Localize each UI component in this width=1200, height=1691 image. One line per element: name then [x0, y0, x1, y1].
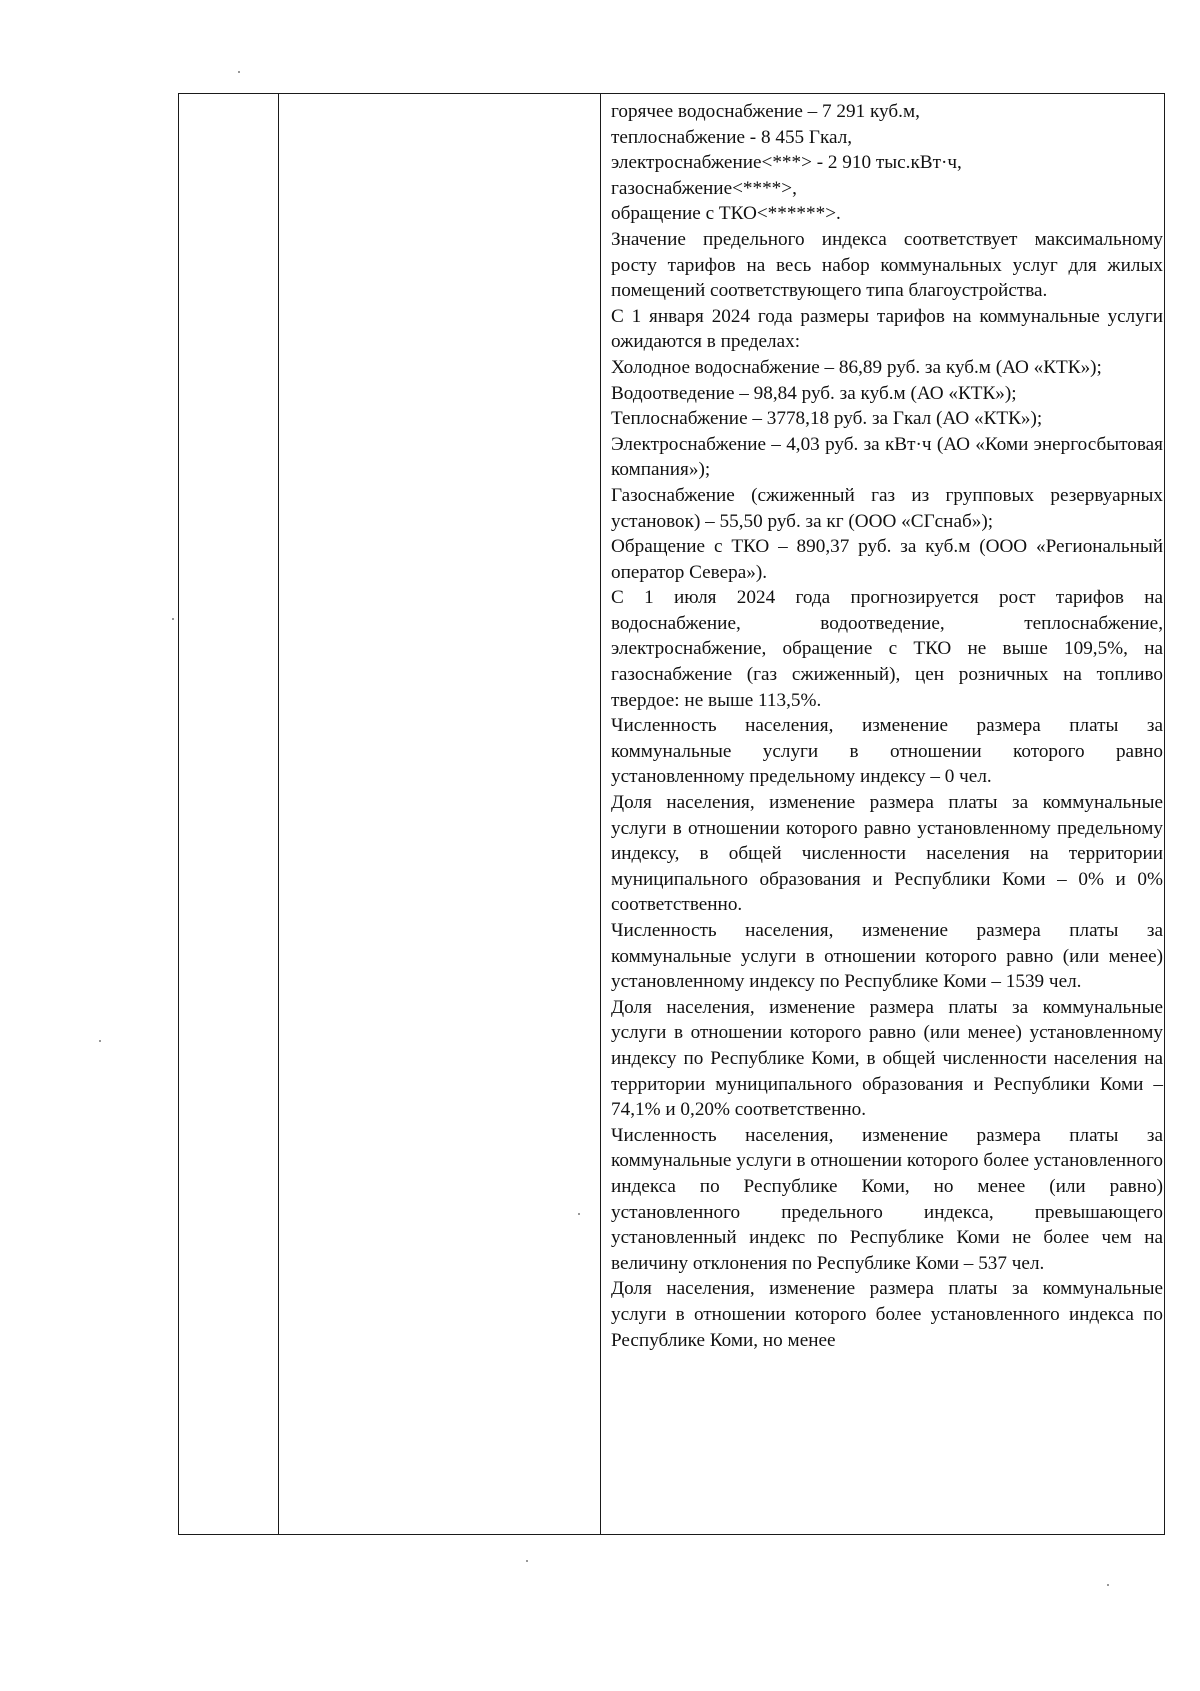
table-column-divider — [600, 94, 601, 1534]
paragraph: теплоснабжение - 8 455 Гкал, — [611, 126, 853, 148]
paragraph: Численность населения, изменение размера платы за коммунальные услуги в отношении которого равно (или менее) установленному индексу по Республике Коми – 1539 чел. — [611, 920, 1163, 993]
paragraph: электроснабжение<***> - 2 910 тыс.кВт·ч, — [611, 152, 962, 174]
paragraph: Доля населения, изменение размера платы за коммунальные услуги в отношении которого более установленного индекса по Республике Коми, но менее — [611, 1278, 1163, 1351]
scan-speck — [1107, 1584, 1109, 1586]
paragraph: С 1 июля 2024 года прогнозируется рост тарифов на водоснабжение, водоотведение, теплоснабжение, электроснабжение, обращение с ТКО не выше 109,5%, на газоснабжение (газ сжиженный), цен розничных на топливо твердое: не выше 113,5%. — [611, 587, 1163, 711]
table-column-divider — [278, 94, 279, 1534]
paragraph: С 1 января 2024 года размеры тарифов на коммунальные услуги ожидаются в пределах: — [611, 305, 1163, 353]
paragraph: Холодное водоснабжение – 86,89 руб. за куб.м (АО «КТК»); — [611, 356, 1102, 378]
scan-speck — [526, 1560, 528, 1562]
scan-speck — [99, 1040, 101, 1042]
paragraph: Теплоснабжение – 3778,18 руб. за Гкал (АО «КТК»); — [611, 408, 1043, 430]
paragraph: Численность населения, изменение размера платы за коммунальные услуги в отношении которого равно установленному предельному индексу – 0 чел. — [611, 715, 1163, 788]
paragraph: Электроснабжение – 4,03 руб. за кВт·ч (АО «Коми энергосбытовая компания»); — [611, 433, 1163, 481]
tariff-table — [178, 93, 1165, 1535]
paragraph: Обращение с ТКО – 890,37 руб. за куб.м (ООО «Региональный оператор Севера»). — [611, 536, 1163, 583]
paragraph: Доля населения, изменение размера платы за коммунальные услуги в отношении которого равно (или менее) установленному индексу по Республике Коми, в общей численности населения на территории муниципального образования и Республики Коми – 74,1% и 0,20% соответственно. — [611, 996, 1163, 1121]
table-cell-description — [611, 99, 1163, 1353]
paragraph: Численность населения, изменение размера платы за коммунальные услуги в отношении которого более установленного индекса по Республике Коми, но менее (или равно) установленного предельного индекса, превышающего установленный индекс по Республике Коми не более чем на величину отклонения по Республике Коми – 537 чел. — [611, 1124, 1163, 1274]
paragraph: обращение с ТКО<******>. — [611, 203, 841, 225]
paragraph: Доля населения, изменение размера платы за коммунальные услуги в отношении которого равно установленному предельному индексу, в общей численности населения на территории муниципального образования и Республики Коми – 0% и 0% соответственно. — [611, 792, 1163, 916]
paragraph: Водоотведение – 98,84 руб. за куб.м (АО «КТК»); — [611, 382, 1017, 404]
paragraph: горячее водоснабжение – 7 291 куб.м, — [611, 101, 920, 122]
scan-speck — [238, 71, 240, 73]
paragraph: Значение предельного индекса соответствует максимальному росту тарифов на весь набор коммунальных услуг для жилых помещений соответствующего типа благоустройства. — [611, 228, 1163, 302]
scan-speck — [578, 1213, 580, 1215]
scan-speck — [172, 618, 174, 620]
paragraph: Газоснабжение (сжиженный газ из групповых резервуарных установок) – 55,50 руб. за кг (ООО «СГснаб»); — [611, 484, 1163, 532]
paragraph: газоснабжение<****>, — [611, 177, 797, 199]
